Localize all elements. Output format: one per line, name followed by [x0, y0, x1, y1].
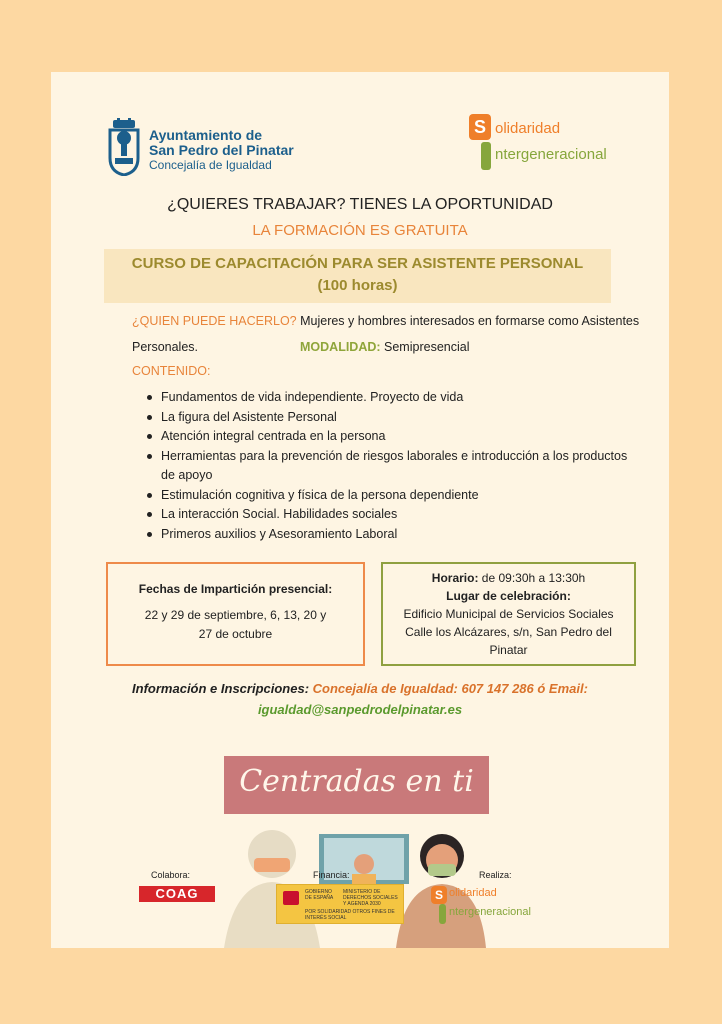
course-title: CURSO DE CAPACITACIÓN PARA SER ASISTENTE PERSONAL [131, 255, 584, 272]
coag-logo [139, 886, 215, 908]
content-list [161, 388, 631, 544]
contact-email[interactable]: igualdad@sanpedrodelpinatar.es [257, 702, 463, 717]
dates-line1: 22 y 29 de septiembre, 6, 13, 20 y [144, 608, 327, 622]
bullet-icon [147, 532, 152, 537]
bullet-icon [147, 493, 152, 498]
women-illustration-icon [224, 814, 489, 948]
sign-text: Centradas en ti [239, 764, 474, 799]
list-item: Primeros auxilios y Asesoramiento Laboral [161, 525, 631, 545]
who-paragraph [132, 314, 639, 328]
who-text: Mujeres y hombres interesados en formarse como Asistentes [296, 314, 640, 328]
logo-word1: olidaridad [449, 887, 497, 899]
headline-free: LA FORMACIÓN ES GRATUITA [252, 222, 468, 239]
list-item: Atención integral centrada en la persona [161, 427, 631, 447]
who-text-continued: Personales. [132, 340, 199, 354]
hours-label: Horario: [431, 571, 479, 585]
fin-text-1: GOBIERNO DE ESPAÑA [305, 889, 334, 901]
course-banner [104, 249, 611, 303]
list-item: La interacción Social. Habilidades sociales [161, 505, 631, 525]
bullet-icon [147, 415, 152, 420]
poster [51, 72, 669, 948]
dates-title: Fechas de Impartición presencial: [138, 582, 333, 596]
contact-label: Información e Inscripciones: [132, 681, 310, 696]
contact-line [51, 681, 669, 696]
logo-bar-i [439, 904, 446, 924]
sign-board [224, 756, 489, 814]
bullet-icon [147, 512, 152, 517]
ayuntamiento-line1: Ayuntamiento de [149, 127, 263, 143]
colabora-label: Colabora: [151, 870, 191, 880]
list-item: Estimulación cognitiva y física de la persona dependiente [161, 486, 631, 506]
place-line1: Edificio Municipal de Servicios Sociales [403, 607, 614, 621]
dates-line2: 27 de octubre [198, 627, 273, 641]
solidaridad-logo [469, 112, 669, 174]
bullet-icon [147, 434, 152, 439]
dates-box [106, 562, 365, 666]
financia-logo [276, 884, 404, 924]
realiza-label: Realiza: [479, 870, 512, 880]
ayuntamiento-line3: Concejalía de Igualdad [149, 158, 272, 172]
list-item: Fundamentos de vida independiente. Proyecto de vida [161, 388, 631, 408]
list-item: La figura del Asistente Personal [161, 408, 631, 428]
place-line3: Pinatar [489, 643, 528, 657]
bullet-icon [147, 454, 152, 459]
logo-word1: olidaridad [495, 120, 561, 137]
modality [300, 340, 469, 354]
who-label: ¿QUIEN PUEDE HACERLO? [132, 314, 297, 328]
coag-text: COAG [139, 886, 215, 902]
solidaridad-logo-small [431, 884, 591, 924]
logo-word2: ntergeneracional [449, 906, 531, 918]
shield-icon [283, 891, 299, 905]
course-hours: (100 horas) [317, 277, 398, 294]
crest-icon [107, 118, 141, 176]
fin-text-2: MINISTERIO DE DERECHOS SOCIALES Y AGENDA 2030 [343, 889, 398, 907]
hours-value: de 09:30h a 13:30h [478, 571, 586, 585]
logo-letter-s: S [431, 886, 447, 904]
content-label: CONTENIDO: [132, 364, 211, 378]
ayuntamiento-line2: San Pedro del Pinatar [149, 142, 294, 158]
ayuntamiento-logo [107, 118, 317, 178]
financia-label: Financia: [313, 870, 350, 880]
hours-line [383, 571, 634, 585]
contact-org: Concejalía de Igualdad: 607 147 286 ó Email: [309, 681, 588, 696]
schedule-box [381, 562, 636, 666]
place-label: Lugar de celebración: [446, 589, 571, 603]
list-item: Herramientas para la prevención de riesgos laborales e introducción a los productos de apoyo [161, 447, 631, 486]
headline-question: ¿QUIERES TRABAJAR? TIENES LA OPORTUNIDAD [167, 196, 553, 213]
logo-word2: ntergeneracional [495, 146, 607, 163]
modality-label: MODALIDAD: [300, 340, 381, 354]
logo-letter-s: S [469, 114, 491, 140]
modality-value: Semipresencial [380, 340, 470, 354]
bullet-icon [147, 395, 152, 400]
place-line2: Calle los Alcázares, s/n, San Pedro del [405, 625, 612, 639]
logo-bar-i [481, 142, 491, 170]
fin-text-3: POR SOLIDARIDAD OTROS FINES DE INTERÉS SOCIAL [305, 909, 395, 921]
